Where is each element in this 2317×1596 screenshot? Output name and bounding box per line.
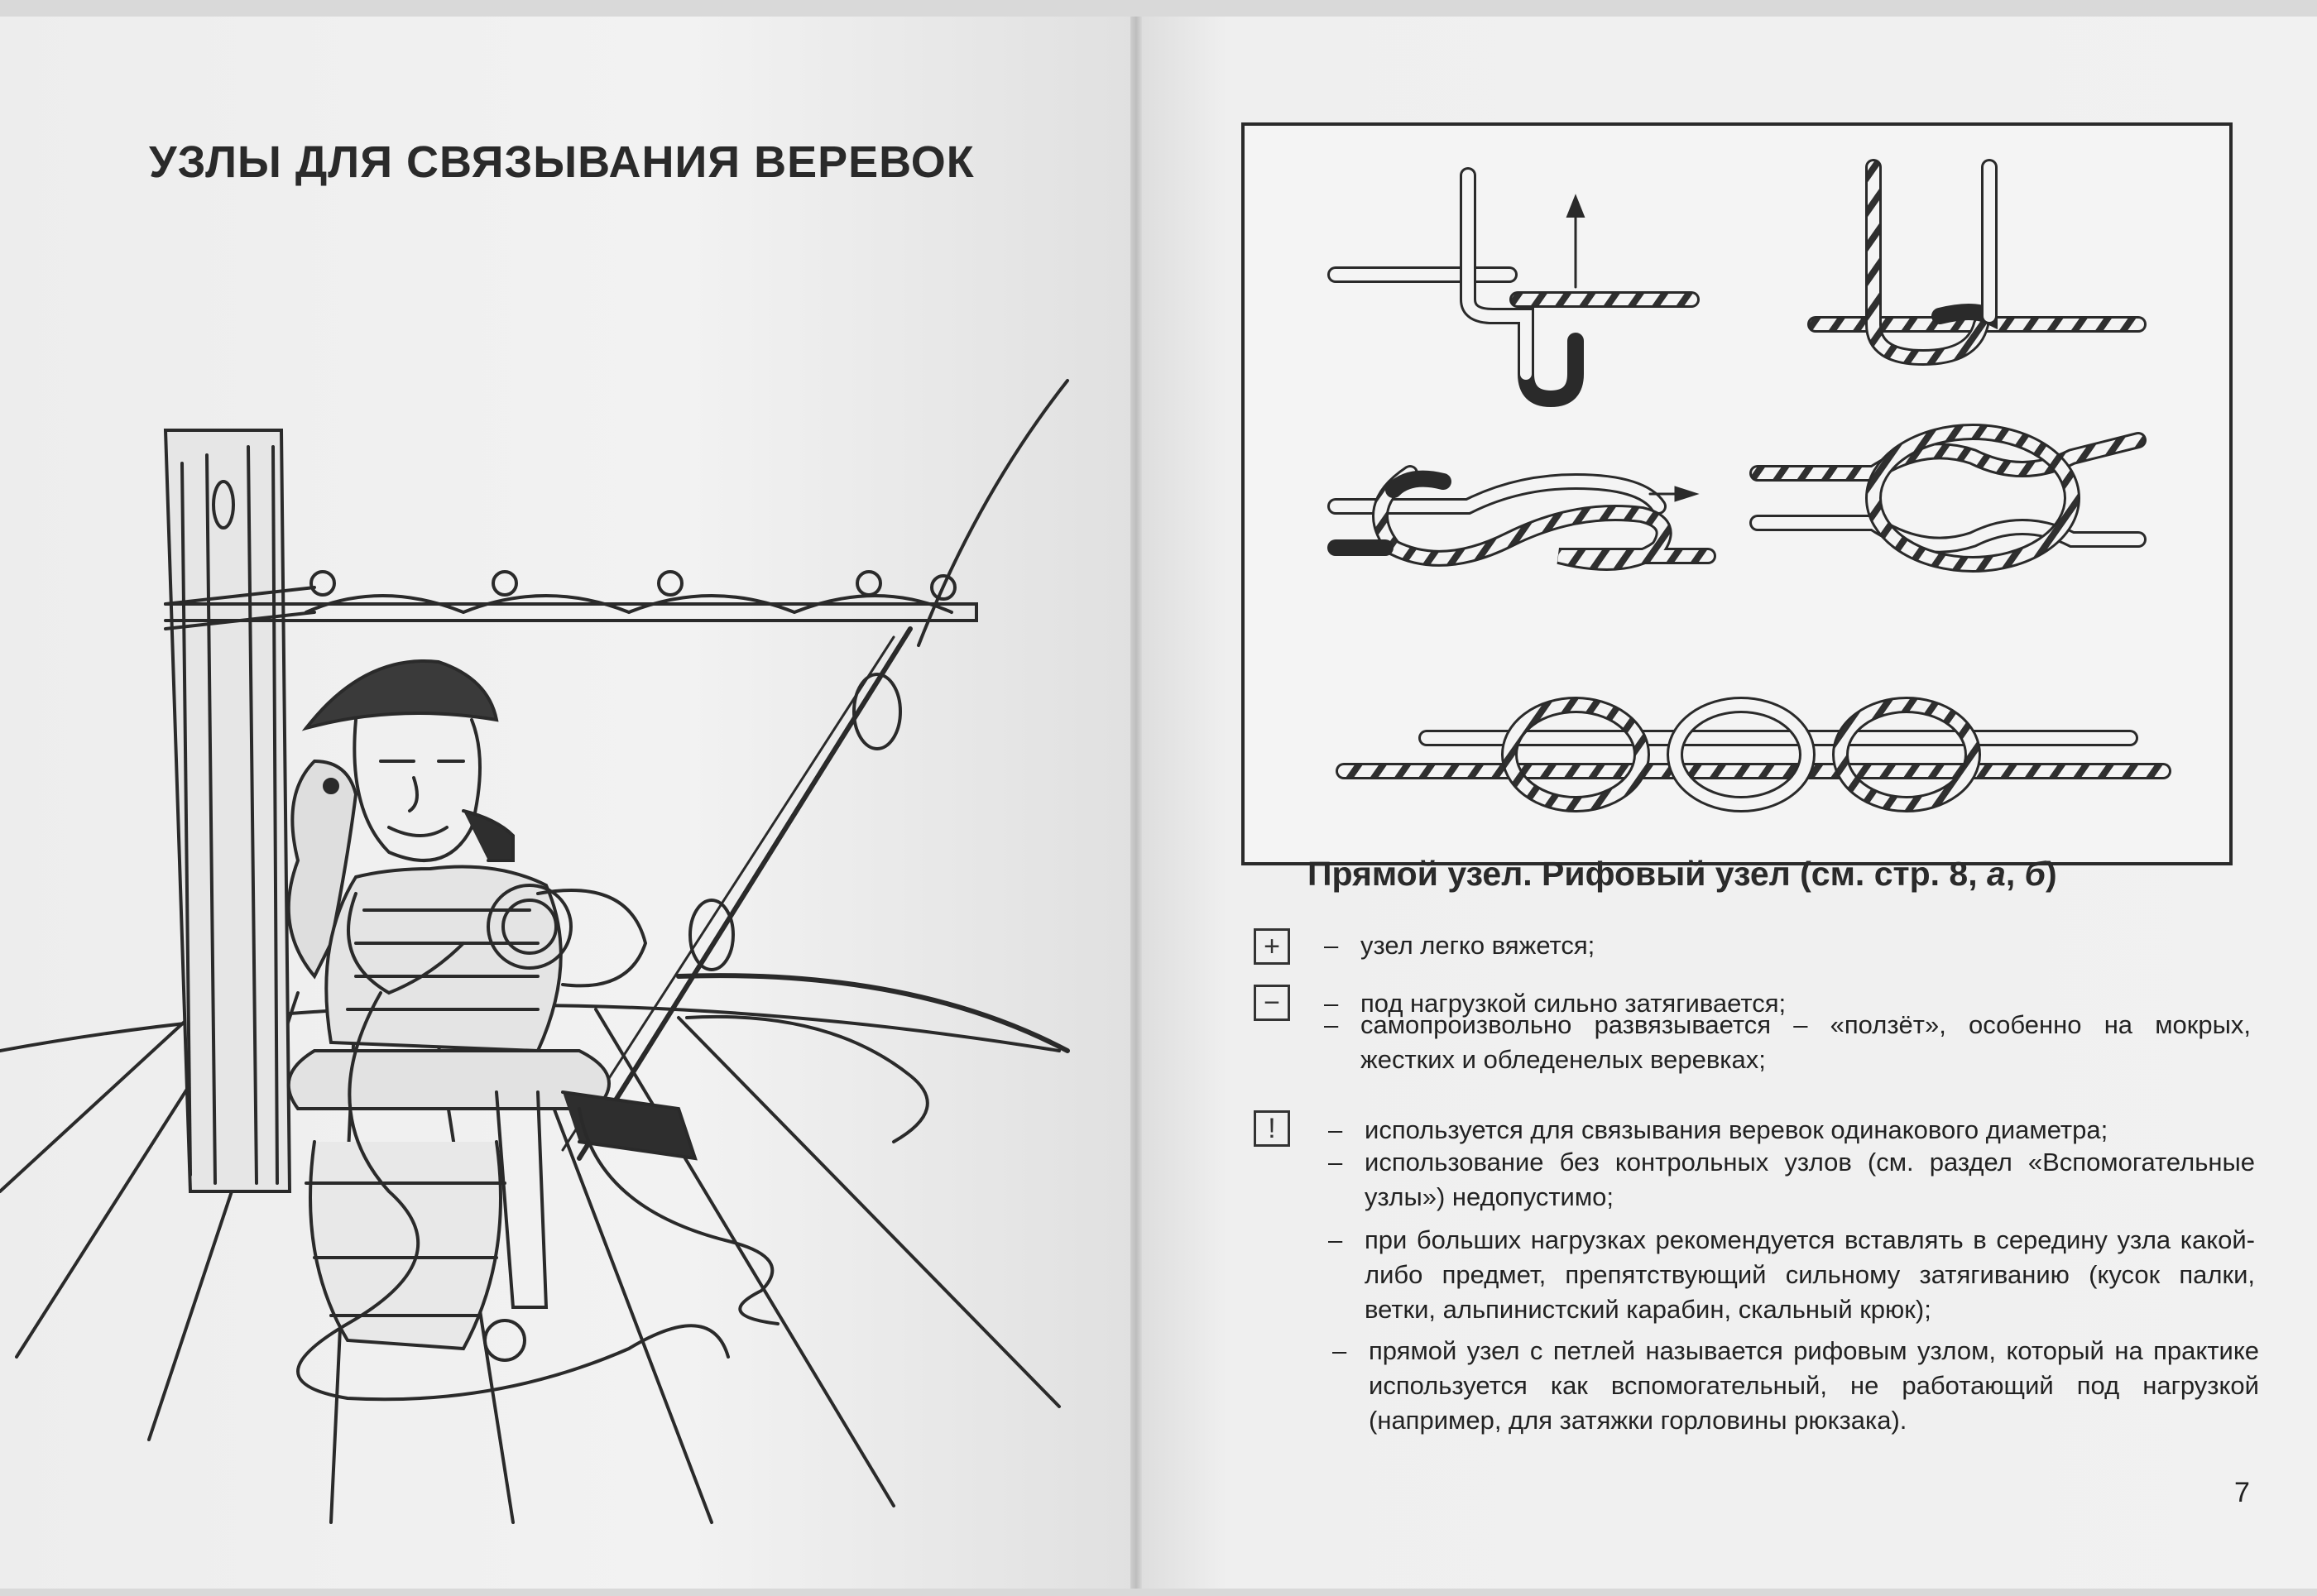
list-item-note-1 — [1328, 1113, 2255, 1148]
warning-icon: ! — [1254, 1110, 1290, 1147]
item-text: узел легко вяжется; — [1360, 931, 1595, 960]
pirate-sailor-illustration — [0, 364, 1125, 1555]
page-title: УЗЛЫ ДЛЯ СВЯЗЫВАНИЯ ВЕРЕВОК — [149, 137, 975, 187]
plus-icon: + — [1254, 928, 1290, 965]
item-dash: – — [1324, 989, 1339, 1018]
caption-a: а — [1987, 855, 2006, 893]
item-dash: – — [1328, 1148, 1343, 1177]
caption-close: ) — [2046, 855, 2057, 893]
item-text: использование без контрольных узлов (см. раздел «Вспомогательные узлы») недопустимо; — [1365, 1148, 2255, 1211]
item-text: при больших нагрузках рекомендуется вставлять в середину узла какой-либо предмет, препятствующий сильному затягиванию (кусок палки, ветки, альпинистский карабин, скальный крюк); — [1365, 1225, 2255, 1324]
caption-main: Прямой узел. Рифовый узел (см. стр. 8, — [1307, 855, 1978, 893]
list-item-note-3 — [1328, 1223, 2255, 1327]
caption-b: б — [2024, 855, 2046, 893]
item-dash: – — [1328, 1115, 1343, 1144]
item-text: используется для связывания веревок одинакового диаметра; — [1365, 1115, 2108, 1144]
minus-icon: − — [1254, 985, 1290, 1021]
caption-sep: , — [2005, 855, 2016, 893]
item-dash: – — [1324, 931, 1339, 960]
knot-step-1 — [1336, 175, 1691, 399]
list-item-note-4 — [1332, 1334, 2259, 1438]
knot-step-2 — [1816, 167, 2138, 357]
item-text: под нагрузкой сильно затягивается; — [1360, 989, 1787, 1018]
reef-knot-diagram — [1245, 126, 2223, 856]
list-item-pro-1 — [1324, 928, 2251, 963]
item-text: прямой узел с петлей называется рифовым узлом, который на практике используется как вспомогательный, не работающий под нагрузкой (например, для затяжки горловины рюкзака). — [1369, 1336, 2259, 1435]
list-item-note-2 — [1328, 1145, 2255, 1215]
knot-step-4 — [1758, 432, 2138, 564]
page-number: 7 — [2234, 1477, 2250, 1508]
book-gutter — [1130, 17, 1142, 1589]
knot-step-5 — [1344, 705, 2163, 804]
item-dash: – — [1324, 1010, 1339, 1039]
list-item-con-2 — [1324, 1008, 2251, 1077]
knot-step-3 — [1336, 473, 1708, 563]
item-text: самопроизвольно развязывается – «ползёт», особенно на мокрых, жестких и обледенелых веревках; — [1360, 1010, 2251, 1074]
knot-diagram-frame — [1241, 122, 2233, 865]
item-dash: – — [1332, 1336, 1347, 1365]
figure-caption — [1307, 855, 2057, 894]
item-dash: – — [1328, 1225, 1343, 1254]
